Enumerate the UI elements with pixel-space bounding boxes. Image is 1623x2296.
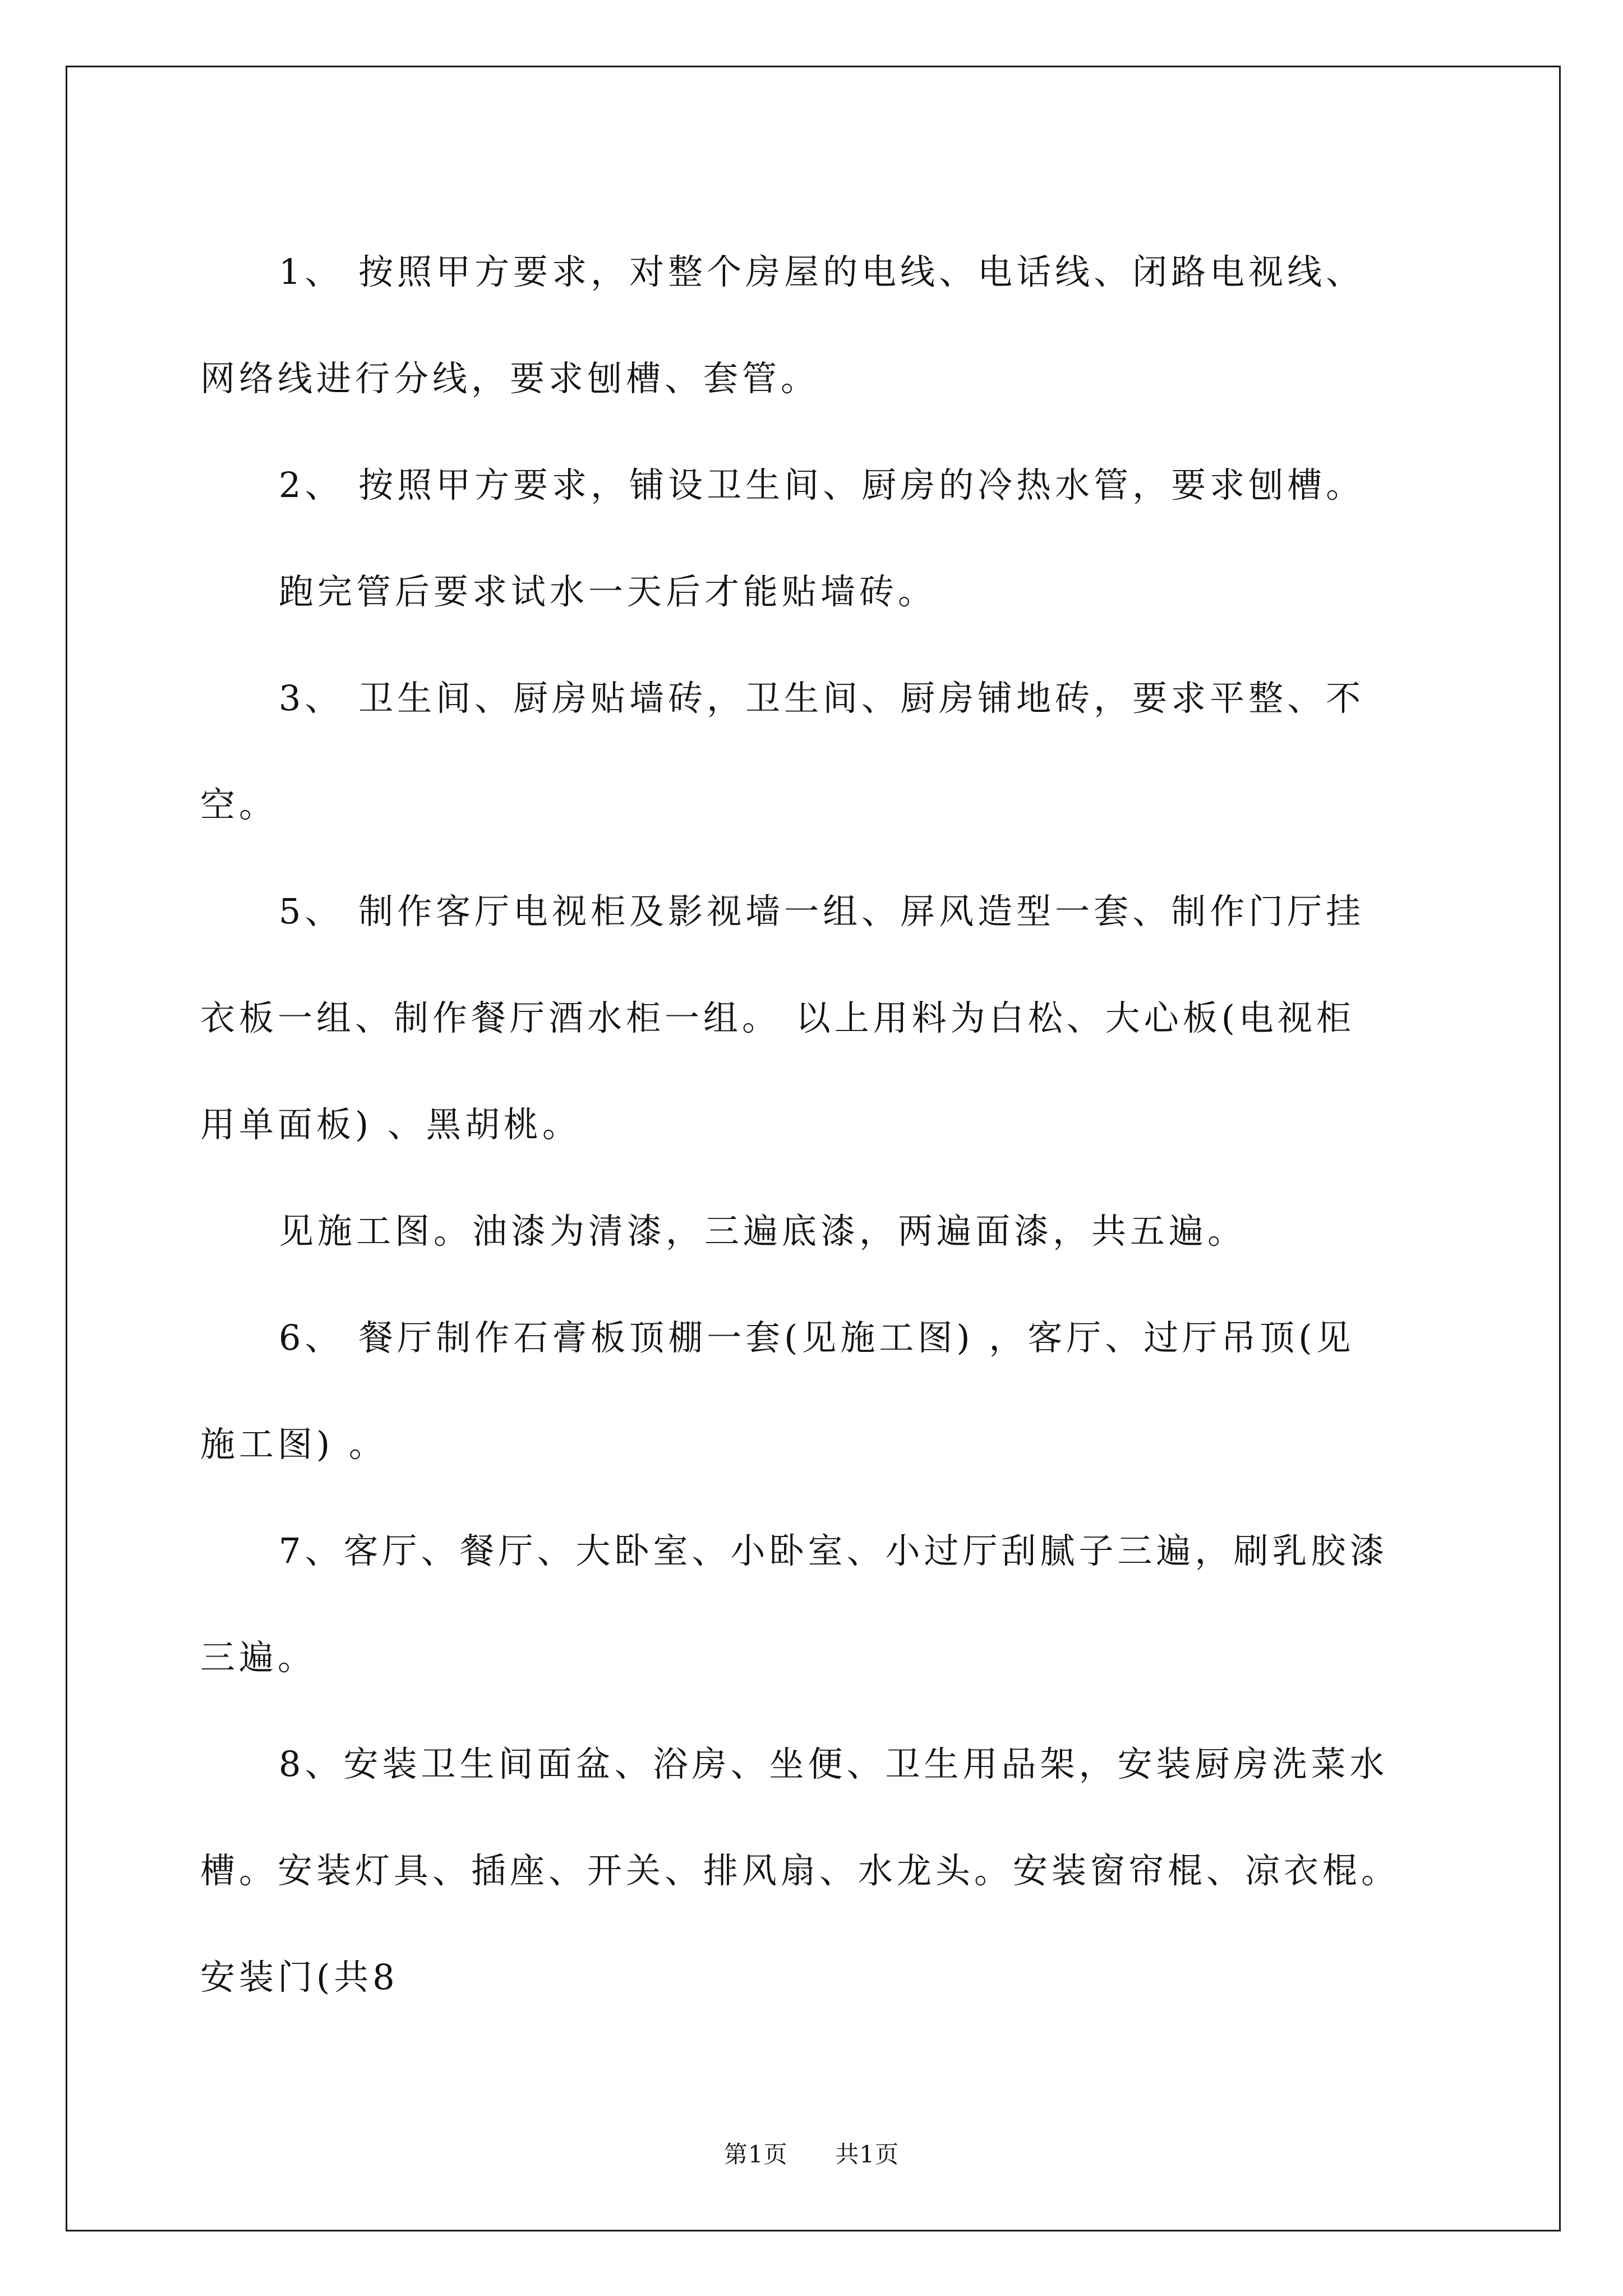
page-footer: [0, 2136, 1623, 2170]
text-line: 三遍。: [200, 1637, 317, 1678]
text-line: 2、 按照甲方要求，铺设卫生间、厨房的冷热水管，要求刨槽。: [279, 464, 1365, 505]
text-line: 网络线进行分线，要求刨槽、套管。: [200, 358, 820, 399]
text-line: 空。: [200, 784, 278, 825]
page-number: 第1页: [723, 2141, 788, 2168]
text-line: 槽。安装灯具、插座、开关、排风扇、水龙头。安装窗帘棍、凉衣棍。: [200, 1850, 1400, 1891]
document-body: [200, 219, 1434, 2031]
text-line: 用单面板) 、黑胡桃。: [200, 1104, 581, 1145]
text-line: 衣板一组、制作餐厅酒水柜一组。 以上用料为白松、大心板(电视柜: [200, 997, 1355, 1038]
text-line: 跑完管后要求试水一天后才能贴墙砖。: [279, 571, 937, 612]
text-line: 1、 按照甲方要求，对整个房屋的电线、电话线、闭路电视线、: [279, 251, 1365, 292]
text-line: 8、安装卫生间面盆、浴房、坐便、卫生用品架，安装厨房洗菜水: [279, 1743, 1389, 1784]
text-line: 施工图) 。: [200, 1424, 388, 1465]
page-total: 共1页: [835, 2141, 900, 2168]
text-line: 6、 餐厅制作石膏板顶棚一套(见施工图) ，客厅、过厅吊顶(见: [279, 1317, 1355, 1358]
text-line: 3、 卫生间、厨房贴墙砖，卫生间、厨房铺地砖，要求平整、不: [279, 678, 1365, 719]
text-line: 安装门(共8: [200, 1957, 399, 1998]
text-line: 见施工图。油漆为清漆，三遍底漆，两遍面漆，共五遍。: [279, 1211, 1247, 1251]
text-line: 7、客厅、餐厅、大卧室、小卧室、小过厅刮腻子三遍，刷乳胶漆: [279, 1530, 1389, 1571]
text-line: 5、 制作客厅电视柜及影视墙一组、屏风造型一套、制作门厅挂: [279, 891, 1365, 932]
